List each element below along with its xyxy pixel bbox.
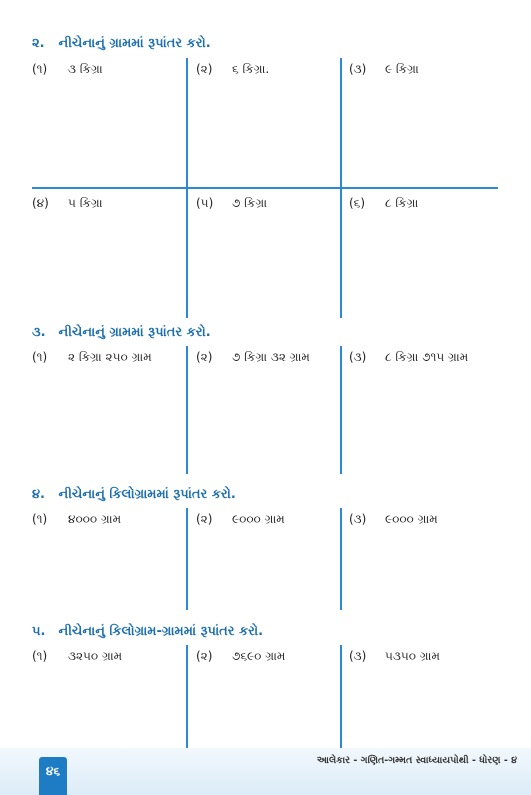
exercise-item: [32, 196, 103, 211]
exercise-item: [32, 512, 121, 527]
column-divider: [340, 508, 342, 610]
exercise-item: [196, 196, 267, 211]
exercise-item: [32, 649, 122, 664]
section-heading: નીચેનાનું કિલોગ્રામમાં રૂપાંતર કરો.: [58, 487, 236, 502]
item-index: (૬): [349, 196, 366, 210]
column-divider: [340, 58, 342, 318]
item-value: ૭ કિગ્રા: [232, 196, 268, 210]
item-value: ૩૨૫૦ ગ્રામ: [68, 649, 123, 663]
item-value: ૯૦૦૦ ગ્રામ: [385, 512, 438, 526]
exercise-item: [196, 62, 269, 77]
column-divider: [340, 346, 342, 474]
item-value: ૮ કિગ્રા ૭૧૫ ગ્રામ: [385, 350, 469, 364]
column-divider: [340, 645, 342, 751]
exercise-item: [349, 62, 419, 77]
section-3-title: [32, 325, 211, 340]
item-index: (૧): [32, 350, 48, 364]
item-value: ૯ કિગ્રા: [385, 62, 419, 76]
item-value: ૪૦૦૦ ગ્રામ: [68, 512, 122, 526]
item-index: (૩): [349, 62, 367, 76]
exercise-item: [349, 649, 440, 664]
exercise-item: [32, 350, 152, 365]
item-index: (૫): [196, 196, 214, 210]
section-number: ૪.: [32, 487, 45, 502]
item-value: ૫ કિગ્રા: [68, 196, 103, 210]
item-value: ૨ કિગ્રા ૨૫૦ ગ્રામ: [68, 350, 152, 364]
column-divider: [186, 58, 188, 318]
item-index: (૩): [349, 512, 367, 526]
item-index: (૪): [32, 196, 49, 210]
item-index: (૩): [349, 350, 367, 364]
section-2-title: [32, 36, 211, 51]
item-index: (૨): [196, 350, 213, 364]
item-value: ૬ કિગ્રા.: [232, 62, 270, 76]
section-heading: નીચેનાનું કિલોગ્રામ-ગ્રામમાં રૂપાંતર કરો.: [58, 624, 264, 639]
item-value: ૮ કિગ્રા: [385, 196, 419, 210]
item-index: (૧): [32, 512, 48, 526]
column-divider: [186, 508, 188, 610]
section-number: ૨.: [32, 36, 45, 51]
item-index: (૩): [349, 649, 367, 663]
page-number: ૪૬: [45, 764, 61, 778]
exercise-item: [32, 62, 103, 77]
item-index: (૧): [32, 62, 48, 76]
section-number: ૫.: [32, 624, 46, 639]
section-heading: નીચેનાનું ગ્રામમાં રૂપાંતર કરો.: [58, 36, 211, 51]
item-index: (૨): [196, 62, 213, 76]
column-divider: [186, 346, 188, 474]
item-value: ૯૦૦૦ ગ્રામ: [232, 512, 285, 526]
section-5-title: [32, 624, 263, 639]
section-4-title: [32, 487, 236, 502]
column-divider: [186, 645, 188, 751]
exercise-item: [349, 350, 468, 365]
section-number: ૩.: [32, 325, 46, 340]
item-index: (૨): [196, 649, 213, 663]
item-value: ૭ કિગ્રા ૩૨ ગ્રામ: [232, 350, 310, 364]
answer-grid-divider: [32, 187, 498, 189]
exercise-item: [196, 649, 285, 664]
item-index: (૧): [32, 649, 48, 663]
section-heading: નીચેનાનું ગ્રામમાં રૂપાંતર કરો.: [58, 325, 211, 340]
exercise-item: [349, 512, 438, 527]
item-index: (૨): [196, 512, 213, 526]
item-value: ૫૩૫૦ ગ્રામ: [385, 649, 440, 663]
item-value: ૭૬૯૦ ગ્રામ: [232, 649, 286, 663]
exercise-item: [196, 512, 285, 527]
exercise-item: [196, 350, 310, 365]
book-title: આલેકાર - ગણિત-ગમ્મત સ્વાધ્યાયપોથી - ધોરણ - ૪: [316, 755, 517, 766]
exercise-item: [349, 196, 418, 211]
item-value: ૩ કિગ્રા: [68, 62, 103, 76]
